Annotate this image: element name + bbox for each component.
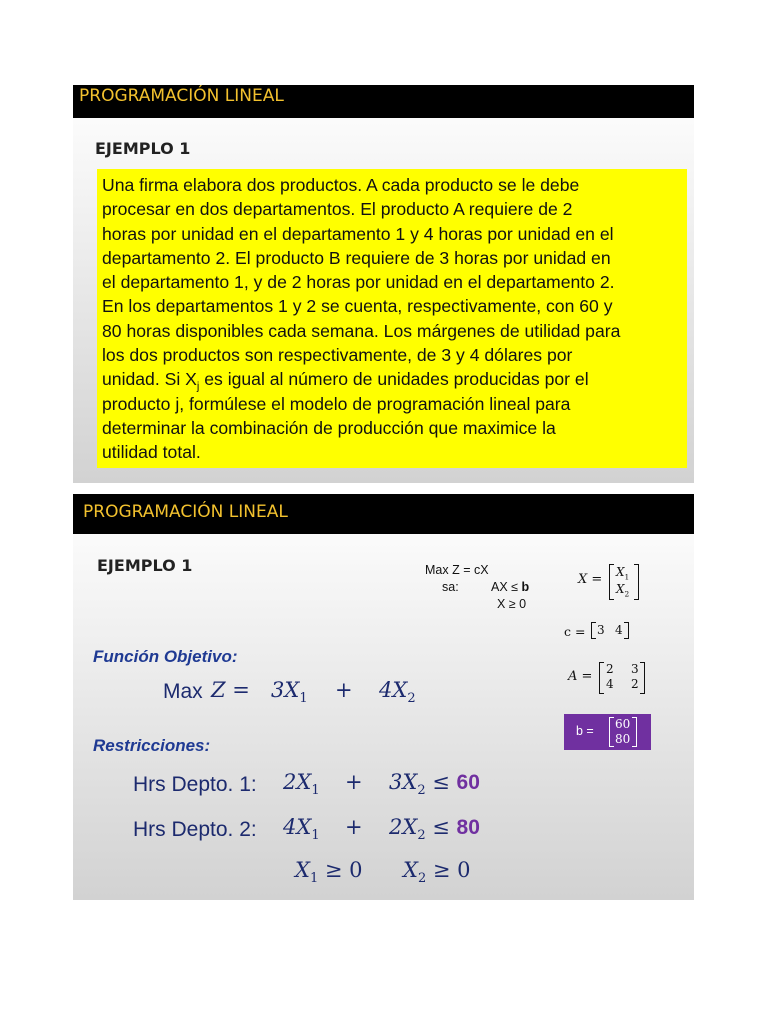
x-vector (609, 564, 639, 600)
bracket-right (640, 662, 645, 694)
b-vector-label: b = (576, 724, 594, 738)
problem-statement-box (97, 169, 687, 468)
problem-line (102, 367, 684, 391)
problem-text: es igual al número de unidades producidas por el (199, 369, 589, 390)
objective-term: $3X_1$ (271, 678, 308, 707)
restriction-term: $3X_2 \le 60$ (389, 770, 480, 799)
nonnegativity-x2: $X_2 \ge 0$ (403, 858, 471, 887)
problem-line: el departamento 1, y de 2 horas por unidad en el departamento 2. (102, 272, 615, 293)
b-vector (609, 717, 637, 747)
objective-z: Z = (211, 678, 250, 702)
restriction-term: $2X_2 \le 80$ (389, 815, 480, 844)
problem-line: 80 horas disponibles cada semana. Los márgenes de utilidad para (102, 320, 621, 341)
problem-line: En los departamentos 1 y 2 se cuenta, respectivamente, con 60 y (102, 296, 613, 317)
problem-line: utilidad total. (102, 442, 201, 463)
problem-line: procesar en dos departamentos. El producto A requiere de 2 (102, 199, 573, 220)
a-value: 3 (631, 662, 639, 676)
problem-line: producto j, formúlese el modelo de programación lineal para (102, 393, 571, 414)
problem-line: determinar la combinación de producción que maximice la (102, 417, 556, 438)
objective-max: Max (163, 680, 203, 703)
restriction-label: Hrs Depto. 1: (133, 773, 257, 796)
bracket-right (634, 564, 639, 600)
bracket-right (624, 622, 629, 639)
model-constraint (491, 580, 529, 594)
nonnegativity-x1: $X_1 \ge 0$ (295, 858, 363, 887)
model-objective: Max Z = cX (425, 563, 489, 577)
a-value: 4 (606, 677, 614, 691)
a-value: 2 (606, 662, 614, 676)
plus-sign: + (335, 678, 353, 702)
b-value: 60 (615, 717, 631, 731)
x-vector-entry: $X_2$ (616, 582, 630, 599)
a-matrix (599, 662, 645, 694)
b-value: 80 (615, 732, 631, 746)
problem-line: departamento 2. El producto B requiere de 3 horas por unidad en (102, 247, 611, 268)
x-vector-label: X = (578, 572, 603, 587)
constraint-b: b (521, 580, 530, 594)
bracket-left (599, 662, 604, 694)
objective-heading: Función Objetivo: (93, 647, 238, 666)
slide-header-bar (73, 85, 694, 118)
bracket-right (632, 717, 637, 747)
example-title: EJEMPLO 1 (95, 139, 191, 158)
slide-header-title: PROGRAMACIÓN LINEAL (79, 86, 284, 106)
bracket-left (609, 564, 614, 600)
plus-sign: + (345, 815, 363, 839)
b-vector-box (564, 714, 651, 750)
restrictions-heading: Restricciones: (93, 736, 211, 755)
restriction-rhs: 60 (456, 771, 480, 794)
restriction-term: $2X_1$ (283, 770, 320, 799)
subscript: j (196, 380, 200, 393)
problem-statement-text (102, 173, 684, 465)
problem-line: los dos productos son respectivamente, de 3 y 4 dólares por (102, 345, 573, 366)
plus-sign: + (345, 770, 363, 794)
slide-header-bar (73, 494, 694, 534)
slide-model-formulation (73, 494, 694, 900)
a-matrix-label: A = (568, 669, 593, 684)
a-value: 2 (631, 677, 639, 691)
bracket-left (609, 717, 614, 747)
slide-problem-statement (73, 85, 694, 483)
c-vector (591, 622, 629, 639)
x-vector-entry: $X_1$ (616, 565, 630, 582)
slide-header-title: PROGRAMACIÓN LINEAL (83, 502, 288, 522)
c-value: 4 (615, 623, 623, 637)
model-nonnegativity: X ≥ 0 (497, 597, 527, 611)
restriction-rhs: 80 (456, 816, 480, 839)
model-sa-label: sa: (442, 580, 459, 594)
restriction-term: $4X_1$ (283, 815, 320, 844)
c-vector-label: c = (564, 624, 586, 639)
problem-text: unidad. Si X (102, 369, 197, 390)
c-value: 3 (597, 623, 605, 637)
restriction-label: Hrs Depto. 2: (133, 818, 257, 841)
example-title: EJEMPLO 1 (97, 556, 193, 575)
problem-line: horas por unidad en el departamento 1 y 4 horas por unidad en el (102, 223, 614, 244)
constraint-text: AX ≤ (491, 580, 522, 594)
bracket-left (591, 622, 596, 639)
problem-line: Una firma elabora dos productos. A cada producto se le debe (102, 175, 580, 195)
objective-term: $4X_2$ (379, 678, 416, 707)
